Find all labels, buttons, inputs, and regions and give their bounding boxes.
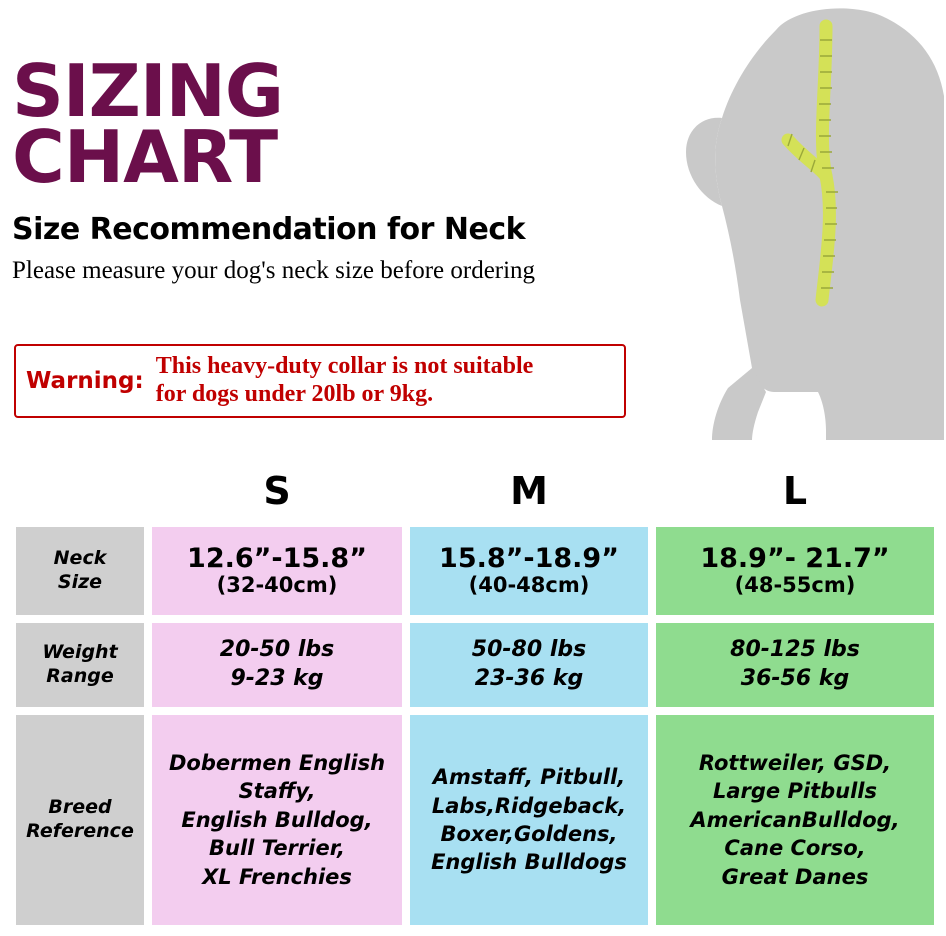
row-label-weight-range xyxy=(16,623,144,707)
cell-weight-large-lbs: 80-125 lbs xyxy=(730,637,860,663)
row-label-breed-reference xyxy=(16,715,144,925)
cell-weight-medium xyxy=(410,623,648,707)
cell-neck-large-cm: (48-55cm) xyxy=(734,573,856,598)
cell-weight-medium-lbs: 50-80 lbs xyxy=(471,637,587,663)
row-label-breed-reference-line2: Reference xyxy=(26,820,134,842)
cell-weight-large xyxy=(656,623,934,707)
cell-neck-medium xyxy=(410,527,648,615)
cell-breed-large xyxy=(656,715,934,925)
cell-neck-large xyxy=(656,527,934,615)
column-header-small: S xyxy=(263,469,291,513)
warning-text-line-1: This heavy-duty collar is not suitable xyxy=(155,353,534,380)
warning-text-line-2: for dogs under 20lb or 9kg. xyxy=(155,381,434,407)
title-line-1: SIZING xyxy=(12,49,283,133)
header xyxy=(12,49,672,285)
cell-neck-large-inches: 18.9”- 21.7” xyxy=(700,542,890,574)
column-header-medium: M xyxy=(510,469,548,513)
cell-weight-small xyxy=(152,623,402,707)
cell-weight-small-lbs: 20-50 lbs xyxy=(219,637,335,663)
column-header-large: L xyxy=(782,469,808,513)
row-label-neck-size-line1: Neck xyxy=(53,547,107,570)
table-row-neck-size xyxy=(16,527,934,615)
table-row-breed-reference xyxy=(16,715,934,925)
cell-neck-small xyxy=(152,527,402,615)
cell-weight-medium-kg: 23-36 kg xyxy=(474,666,584,691)
table-header-row xyxy=(16,463,934,519)
warning-label: Warning: xyxy=(26,368,144,394)
sizing-table xyxy=(8,455,942,933)
cell-neck-medium-inches: 15.8”-18.9” xyxy=(439,542,619,574)
warning-text xyxy=(156,353,534,408)
cell-neck-small-cm: (32-40cm) xyxy=(216,573,338,598)
cell-neck-small-inches: 12.6”-15.8” xyxy=(187,542,367,574)
row-label-weight-range-line2: Range xyxy=(46,665,114,687)
cell-neck-medium-cm: (40-48cm) xyxy=(468,573,590,598)
dog-body-shape xyxy=(686,8,944,440)
cell-breed-large-text: Rottweiler, GSD, Large Pitbulls AmericanBulldog, Cane Corso, Great Danes xyxy=(690,751,900,889)
measuring-tape xyxy=(788,26,838,300)
cell-weight-small-kg: 9-23 kg xyxy=(230,666,324,691)
row-label-neck-size-line2: Size xyxy=(57,571,103,593)
cell-breed-small-text: Dobermen English Staffy, English Bulldog, Bull Terrier, XL Frenchies xyxy=(168,751,386,889)
row-label-weight-range-line1: Weight xyxy=(42,641,118,664)
row-label-breed-reference-line1: Breed xyxy=(48,796,112,819)
row-label-neck-size xyxy=(16,527,144,615)
page-title xyxy=(12,49,672,200)
cell-breed-small xyxy=(152,715,402,925)
table-corner-cell xyxy=(16,463,144,519)
cell-weight-large-kg: 36-56 kg xyxy=(740,666,850,691)
table-row-weight-range xyxy=(16,623,934,707)
subtitle: Size Recommendation for Neck xyxy=(12,212,526,248)
cell-breed-medium-text: Amstaff, Pitbull, Labs,Ridgeback, Boxer,Goldens, English Bulldogs xyxy=(431,765,627,875)
instruction-text: Please measure your dog's neck size before ordering xyxy=(12,257,536,285)
cell-breed-medium xyxy=(410,715,648,925)
sizing-table-container xyxy=(8,455,938,933)
warning-box xyxy=(14,344,626,418)
title-line-2: CHART xyxy=(12,115,278,200)
